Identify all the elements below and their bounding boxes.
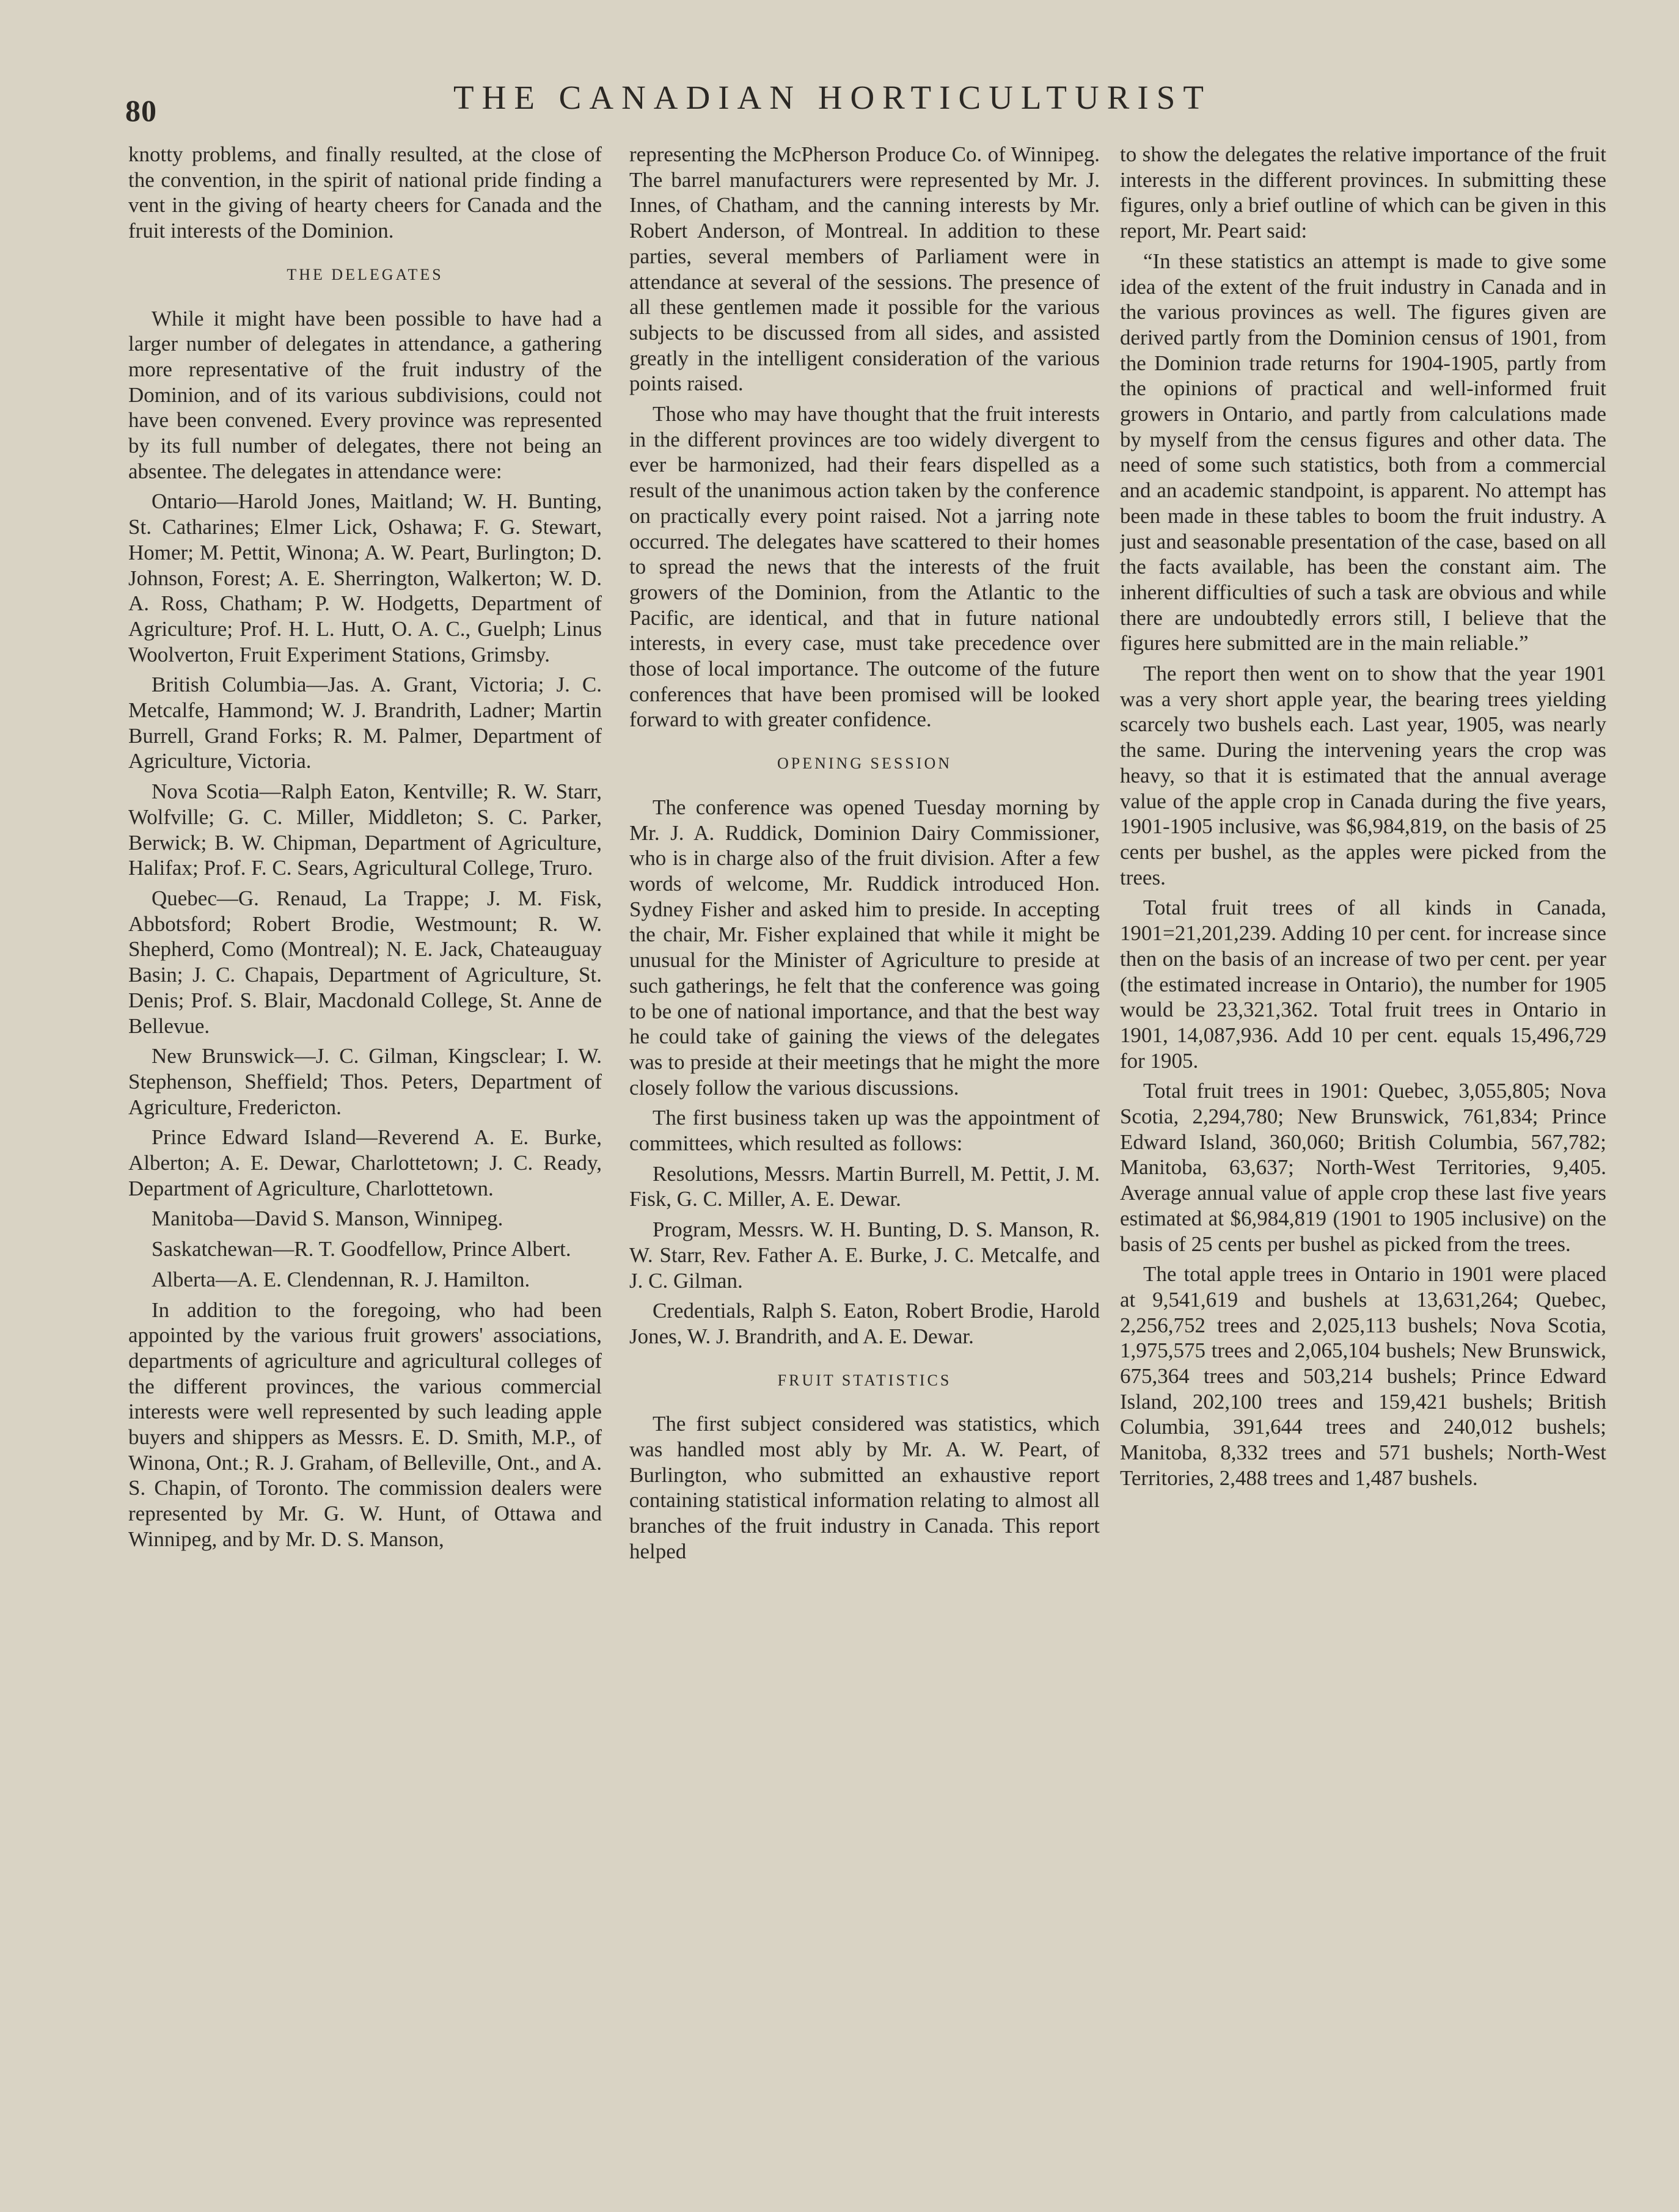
section-heading-opening-session: OPENING SESSION <box>777 754 953 773</box>
delegates-british-columbia: British Columbia—Jas. A. Grant, Victoria; J. C. Metcalfe, Hammond; W. J. Brandrith, Ladner; Martin Burrell, Grand Forks; R. M. Palmer, Department of Agriculture, Victoria. <box>128 673 602 773</box>
paragraph: to show the delegates the relative importance of the fruit interests in the different provinces. In submitting these figures, only a brief outline of which can be given in this report, Mr. Peart said: <box>1120 142 1606 243</box>
delegates-pei: Prince Edward Island—Reverend A. E. Burke, Alberton; A. E. Dewar, Charlottetown; J. C. Ready, Department of Agriculture, Charlottetown. <box>128 1125 602 1200</box>
paragraph: knotty problems, and finally resulted, at the close of the convention, in the spirit of national pride finding a vent in the giving of hearty cheers for Canada and the fruit interests of the Dominion. <box>128 142 602 243</box>
paragraph: The first business taken up was the appointment of committees, which resulted as follows: <box>629 1106 1100 1156</box>
paragraph: Total fruit trees of all kinds in Canada, 1901=21,201,239. Adding 10 per cent. for increase since then on the basis of an increase of two per cent. per year (the estimated increase in Ontario), the number for 1905 would be 23,321,362. Total fruit trees in Ontario in 1901, 14,087,936. Add 10 per cent. equals 15,496,729 for 1905. <box>1120 896 1606 1073</box>
quoted-paragraph: “In these statistics an attempt is made to give some idea of the extent of the fruit industry in Canada and in the various provinces as well. The figures given are derived partly from the Dominion census of 1901, from the Dominion trade returns for 1904-1905, partly from the opinions of practical and well-informed fruit growers in Ontario, and partly from calculations made by myself from the census figures and other data. The need of some such statistics, both from a commercial and an academic standpoint, is apparent. No attempt has been made in these tables to boom the fruit industry. A just and seasonable presentation of the case, based on all the facts available, has been the constant aim. The inherent difficulties of such a task are obvious and while there are undoubtedly errors still, I believe that the figures here submitted are in the main reliable.” <box>1120 249 1606 655</box>
column-2 <box>629 142 1100 2066</box>
paragraph: The first subject considered was statistics, which was handled most ably by Mr. A. W. Peart, of Burlington, who submitted an exhaustive report containing statistical information relating to almost all branches of the fruit industry in Canada. This report helped <box>629 1412 1100 1563</box>
column-3 <box>1120 142 1606 2066</box>
section-heading-delegates: THE DELEGATES <box>287 265 444 283</box>
paragraph: The report then went on to show that the year 1901 was a very short apple year, the bearing trees yielding scarcely two bushels each. Last year, 1905, was nearly the same. During the intervening years the crop was heavy, so that it is estimated that the annual average value of the apple crop in Canada during the five years, 1901-1905 inclusive, was $6,984,819, on the basis of 25 cents per bushel, as the apples were picked from the trees. <box>1120 662 1606 889</box>
paragraph: Those who may have thought that the fruit interests in the different provinces are too widely divergent to ever be harmonized, had their fears dispelled as a result of the unanimous action taken by the conference on practically every point raised. Not a jarring note occurred. The delegates have scattered to their homes to spread the news that the interests of the fruit growers of the Dominion, from the Atlantic to the Pacific, are identical, and that in future national interests, in every case, must take precedence over those of local importance. The outcome of the future conferences that have been promised will be looked forward to with greater confidence. <box>629 402 1100 732</box>
delegates-saskatchewan: Saskatchewan—R. T. Goodfellow, Prince Albert. <box>152 1237 571 1261</box>
committee-program: Program, Messrs. W. H. Bunting, D. S. Manson, R. W. Starr, Rev. Father A. E. Burke, J. C. Metcalfe, and J. C. Gilman. <box>629 1217 1100 1293</box>
paragraph: Total fruit trees in 1901: Quebec, 3,055,805; Nova Scotia, 2,294,780; New Brunswick, 761,834; Prince Edward Island, 360,060; British Columbia, 567,782; Manitoba, 63,637; North-West Territories, 9,405. Average annual value of apple crop these last five years estimated at $6,984,819 (1901 to 1905 inclusive) on the basis of 25 cents per bushel as picked from the trees. <box>1120 1079 1606 1256</box>
paragraph: In addition to the foregoing, who had been appointed by the various fruit growers' associations, departments of agriculture and agricultural colleges of the different provinces, the various commercial interests were well represented by such leading apple buyers and shippers as Messrs. E. D. Smith, M.P., of Winona, Ont.; R. J. Graham, of Belleville, Ont., and A. S. Chapin, of Toronto. The commission dealers were represented by Mr. G. W. Hunt, of Ottawa and Winnipeg, and by Mr. D. S. Manson, <box>128 1298 602 1551</box>
delegates-nova-scotia: Nova Scotia—Ralph Eaton, Kentville; R. W. Starr, Wolfville; G. C. Miller, Middleton; S. C. Parker, Berwick; B. W. Chipman, Department of Agriculture, Halifax; Prof. F. C. Sears, Agricultural College, Truro. <box>128 779 602 880</box>
delegates-new-brunswick: New Brunswick—J. C. Gilman, Kingsclear; I. W. Stephenson, Sheffield; Thos. Peters, Department of Agriculture, Fredericton. <box>128 1044 602 1119</box>
section-heading-fruit-statistics: FRUIT STATISTICS <box>777 1371 952 1389</box>
paragraph: The total apple trees in Ontario in 1901 were placed at 9,541,619 and bushels at 13,631,264; Quebec, 2,256,752 trees and 2,025,113 bushels; Nova Scotia, 1,975,575 trees and 2,065,104 bushels; New Brunswick, 675,364 trees and 503,214 bushels; Prince Edward Island, 202,100 trees and 159,421 bushels; British Columbia, 391,644 trees and 240,012 bushels; Manitoba, 8,332 trees and 571 bushels; North-West Territories, 2,488 trees and 1,487 bushels. <box>1120 1262 1606 1490</box>
paragraph: While it might have been possible to have had a larger number of delegates in attendance, a gathering more representative of the fruit industry of the Dominion, and of its various subdivisions, could not have been convened. Every province was represented by its full number of delegates, there not being an absentee. The delegates in attendance were: <box>128 306 602 483</box>
delegates-alberta: Alberta—A. E. Clendennan, R. J. Hamilton. <box>152 1267 530 1291</box>
delegates-ontario: Ontario—Harold Jones, Maitland; W. H. Bunting, St. Catharines; Elmer Lick, Oshawa; F. G. Stewart, Homer; M. Pettit, Winona; A. W. Peart, Burlington; D. Johnson, Forest; A. E. Sherrington, Walkerton; W. D. A. Ross, Chatham; P. W. Hodgetts, Department of Agriculture; Prof. H. L. Hutt, O. A. C., Guelph; Linus Woolverton, Fruit Experiment Stations, Grimsby. <box>128 489 602 666</box>
running-title: THE CANADIAN HORTICULTURIST <box>453 79 1212 116</box>
page-number: 80 <box>125 93 157 128</box>
delegates-manitoba: Manitoba—David S. Manson, Winnipeg. <box>152 1206 503 1231</box>
paragraph: representing the McPherson Produce Co. of Winnipeg. The barrel manufacturers were represented by Mr. J. Innes, of Chatham, and the canning interests by Mr. Robert Anderson, of Montreal. In addition to these parties, several members of Parliament were in attendance at several of the sessions. The presence of all these gentlemen made it possible for the various subjects to be discussed from all sides, and assisted greatly in the intelligent consideration of the various points raised. <box>629 142 1100 396</box>
committee-resolutions: Resolutions, Messrs. Martin Burrell, M. Pettit, J. M. Fisk, G. C. Miller, A. E. Dewar. <box>629 1161 1100 1211</box>
delegates-quebec: Quebec—G. Renaud, La Trappe; J. M. Fisk, Abbotsford; Robert Brodie, Westmount; R. W. Shepherd, Como (Montreal); N. E. Jack, Chateauguay Basin; J. C. Chapais, Department of Agriculture, St. Denis; Prof. S. Blair, Macdonald College, St. Anne de Bellevue. <box>128 886 602 1038</box>
column-1 <box>128 142 602 2066</box>
committee-credentials: Credentials, Ralph S. Eaton, Robert Brodie, Harold Jones, W. J. Brandrith, and A. E. Dewar. <box>629 1299 1100 1348</box>
paragraph: The conference was opened Tuesday morning by Mr. J. A. Ruddick, Dominion Dairy Commissioner, who is in charge also of the fruit division. After a few words of welcome, Mr. Ruddick introduced Hon. Sydney Fisher and asked him to preside. In accepting the chair, Mr. Fisher explained that while it might be unusual for the Minister of Agriculture to preside at such gatherings, he felt that the conference was going to be one of national importance, and that the best way he could take of gaining the views of the delegates was to preside at their meetings that he might the more closely follow the various discussions. <box>629 795 1100 1100</box>
